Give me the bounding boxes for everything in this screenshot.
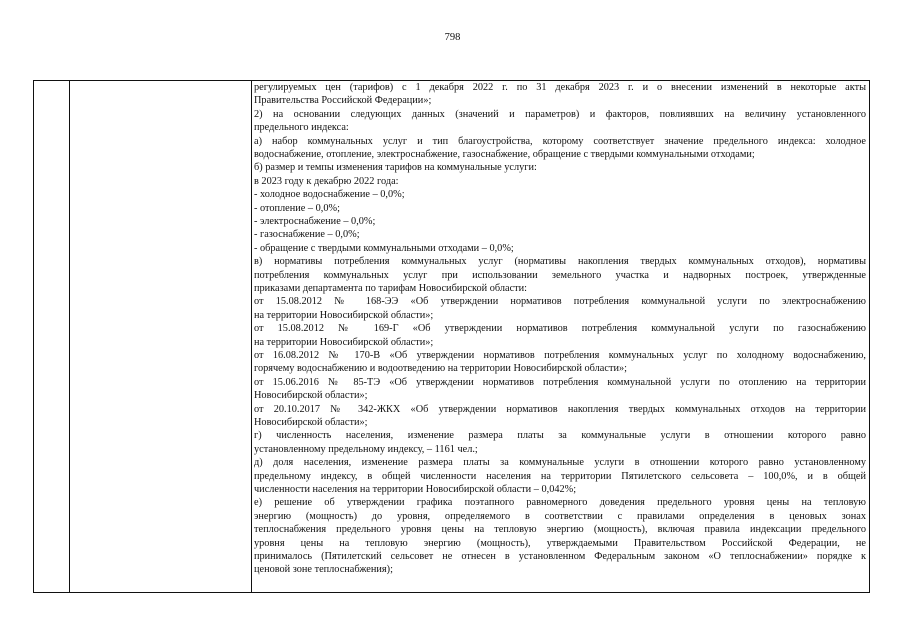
column-divider-2 bbox=[251, 80, 252, 593]
text-line: численности населения на территории Новосибирской области – 0,042%; bbox=[254, 484, 577, 495]
text-line: теплоснабжения предельного уровня цены на тепловую энергию (мощность), включая правила индексации предельного bbox=[254, 524, 866, 536]
text-line: установленному предельному индексу, – 1161 чел.; bbox=[254, 443, 478, 455]
text-line: - электроснабжение – 0,0%; bbox=[254, 216, 376, 227]
text-line: Новосибирской области»; bbox=[254, 417, 368, 428]
text-line: на территории Новосибирской области»; bbox=[254, 309, 434, 321]
text-line: приказами департамента по тарифам Новосибирской области: bbox=[254, 283, 528, 294]
text-line: в) нормативы потребления коммунальных услуг (нормативы накопления твердых коммунальных отходов), нормативы bbox=[254, 256, 866, 268]
text-line: а) набор коммунальных услуг и тип благоустройства, которому соответствует значение предельного индекса: холодное bbox=[254, 135, 866, 147]
text-line: от 16.08.2012 № 170-В «Об утверждении нормативов потребления коммунальных услуг по холодному водоснабжению, bbox=[254, 350, 866, 361]
text-line: д) доля населения, изменение размера платы за коммунальные услуги в отношении которого равно установленному bbox=[254, 457, 866, 469]
text-line: уровня цены на тепловую энергию (мощность), утверждаемыми Правительством Российской Федерации, не bbox=[254, 537, 866, 549]
text-line: Правительства Российской Федерации»; bbox=[254, 95, 432, 107]
text-line: в 2023 году к декабрю 2022 года: bbox=[254, 175, 399, 187]
text-line: водоснабжение, отопление, электроснабжение, газоснабжение, обращение с твердыми коммунальными отходами; bbox=[254, 149, 755, 160]
text-line: - холодное водоснабжение – 0,0%; bbox=[254, 189, 405, 201]
text-line: - отопление – 0,0%; bbox=[254, 202, 340, 214]
text-line: от 15.08.2012 № 169-Г «Об утверждении нормативов потребления коммунальной услуги по газоснабжению bbox=[254, 323, 866, 335]
table-cell-number bbox=[34, 81, 69, 592]
document-table bbox=[33, 80, 869, 592]
table-cell-content bbox=[254, 81, 866, 591]
table-bottom-border bbox=[33, 592, 870, 593]
text-line: горячему водоснабжению и водоотведению на территории Новосибирской области»; bbox=[254, 363, 627, 375]
text-line: б) размер и темпы изменения тарифов на коммунальные услуги: bbox=[254, 162, 537, 174]
text-line: энергию (мощность) до уровня, определяемого в соответствии с правилами определения в ценовых зонах bbox=[254, 510, 866, 522]
text-line: принималось (Пятилетский сельсовет не отнесен в установленном Федеральным законом «О теплоснабжении» порядке к bbox=[254, 551, 866, 562]
text-line: потребления коммунальных услуг при использовании земельного участка и надворных построек, утвержденные bbox=[254, 269, 866, 281]
text-line: г) численность населения, изменение размера платы за коммунальные услуги в отношении которого равно bbox=[254, 430, 866, 442]
page-number: 798 bbox=[444, 32, 461, 43]
text-line: ценовой зоне теплоснабжения); bbox=[254, 564, 393, 576]
table-cell-name bbox=[70, 81, 251, 592]
text-line: Новосибирской области»; bbox=[254, 390, 368, 402]
text-line: - обращение с твердыми коммунальными отходами – 0,0%; bbox=[254, 242, 514, 254]
table-right-border bbox=[869, 80, 870, 593]
text-line: предельному индексу, в общей численности населения на территории Пятилетского сельсовета – 100,0%, и в общей bbox=[254, 470, 866, 482]
text-line: - газоснабжение – 0,0%; bbox=[254, 229, 360, 241]
text-line: от 15.06.2016 № 85-ТЭ «Об утверждении нормативов потребления коммунальной услуги по отоплению на территории bbox=[254, 376, 866, 388]
text-line: от 15.08.2012 № 168-ЭЭ «Об утверждении нормативов потребления коммунальной услуги по электроснабжению bbox=[254, 296, 866, 308]
text-line: 2) на основании следующих данных (значений и параметров) и факторов, повлиявших на величину установленного bbox=[254, 108, 866, 120]
text-line: регулируемых цен (тарифов) с 1 декабря 2022 г. по 31 декабря 2023 г. и о внесении изменений в некоторые акты bbox=[254, 82, 866, 93]
text-line: е) решение об утверждении графика поэтапного равномерного доведения предельного уровня цены на тепловую bbox=[254, 497, 866, 509]
text-line: предельного индекса: bbox=[254, 122, 349, 134]
text-line: на территории Новосибирской области»; bbox=[254, 336, 434, 348]
text-line: от 20.10.2017 № 342-ЖКХ «Об утверждении нормативов накопления твердых коммунальных отходов на территории bbox=[254, 403, 866, 415]
